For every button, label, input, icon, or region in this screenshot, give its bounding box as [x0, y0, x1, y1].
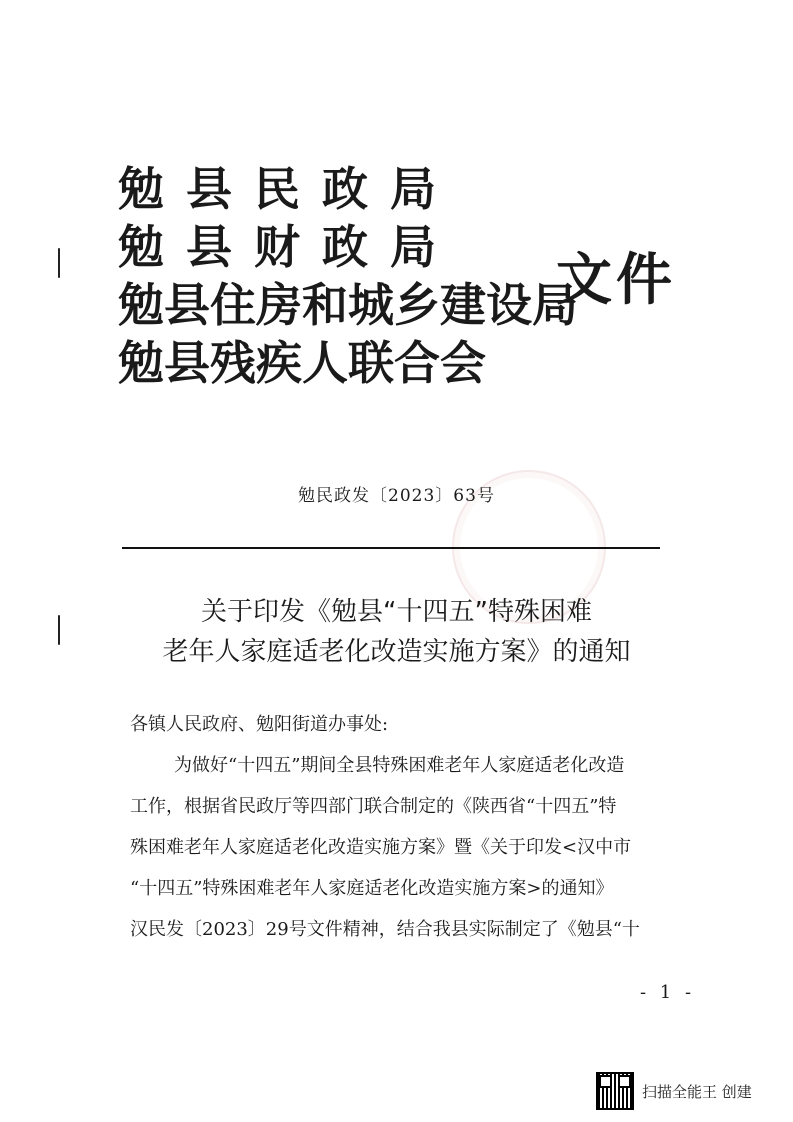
issuer-name: 勉县住房和城乡建设局: [118, 278, 578, 332]
document-title: [0, 592, 793, 672]
issuer-list: [118, 160, 578, 392]
title-line: 关于印发《勉县“十四五”特殊困难: [201, 597, 592, 627]
salutation: 各镇人民政府、勉阳街道办事处:: [130, 714, 389, 735]
scan-edge-mark: [58, 248, 60, 278]
issuer-name: 勉县民政局: [118, 162, 458, 216]
issuer-name: 勉县残疾人联合会: [118, 336, 486, 390]
title-line: 老年人家庭适老化改造实施方案》的通知: [162, 637, 631, 667]
body-line: 殊困难老年人家庭适老化改造实施方案》暨《关于印发<汉中市: [130, 837, 632, 858]
page-number: - 1 -: [640, 982, 696, 1003]
issuer-name: 勉县财政局: [118, 220, 458, 274]
scanner-watermark: [596, 1072, 752, 1110]
qr-code-icon: [596, 1072, 634, 1110]
document-label: 文件: [556, 248, 676, 313]
document-body: [130, 704, 690, 950]
document-number: 勉民政发〔2023〕63号: [298, 486, 495, 506]
body-line: 工作，根据省民政厅等四部门联合制定的《陕西省“十四五”特: [130, 796, 617, 817]
watermark-text: 扫描全能王 创建: [642, 1082, 752, 1101]
header-divider: [122, 547, 660, 549]
body-line: 为做好“十四五”期间全县特殊困难老年人家庭适老化改造: [174, 755, 625, 776]
body-line: 汉民发〔2023〕29号文件精神，结合我县实际制定了《勉县“十: [130, 919, 640, 940]
body-line: “十四五”特殊困难老年人家庭适老化改造实施方案>的通知》: [130, 878, 614, 899]
